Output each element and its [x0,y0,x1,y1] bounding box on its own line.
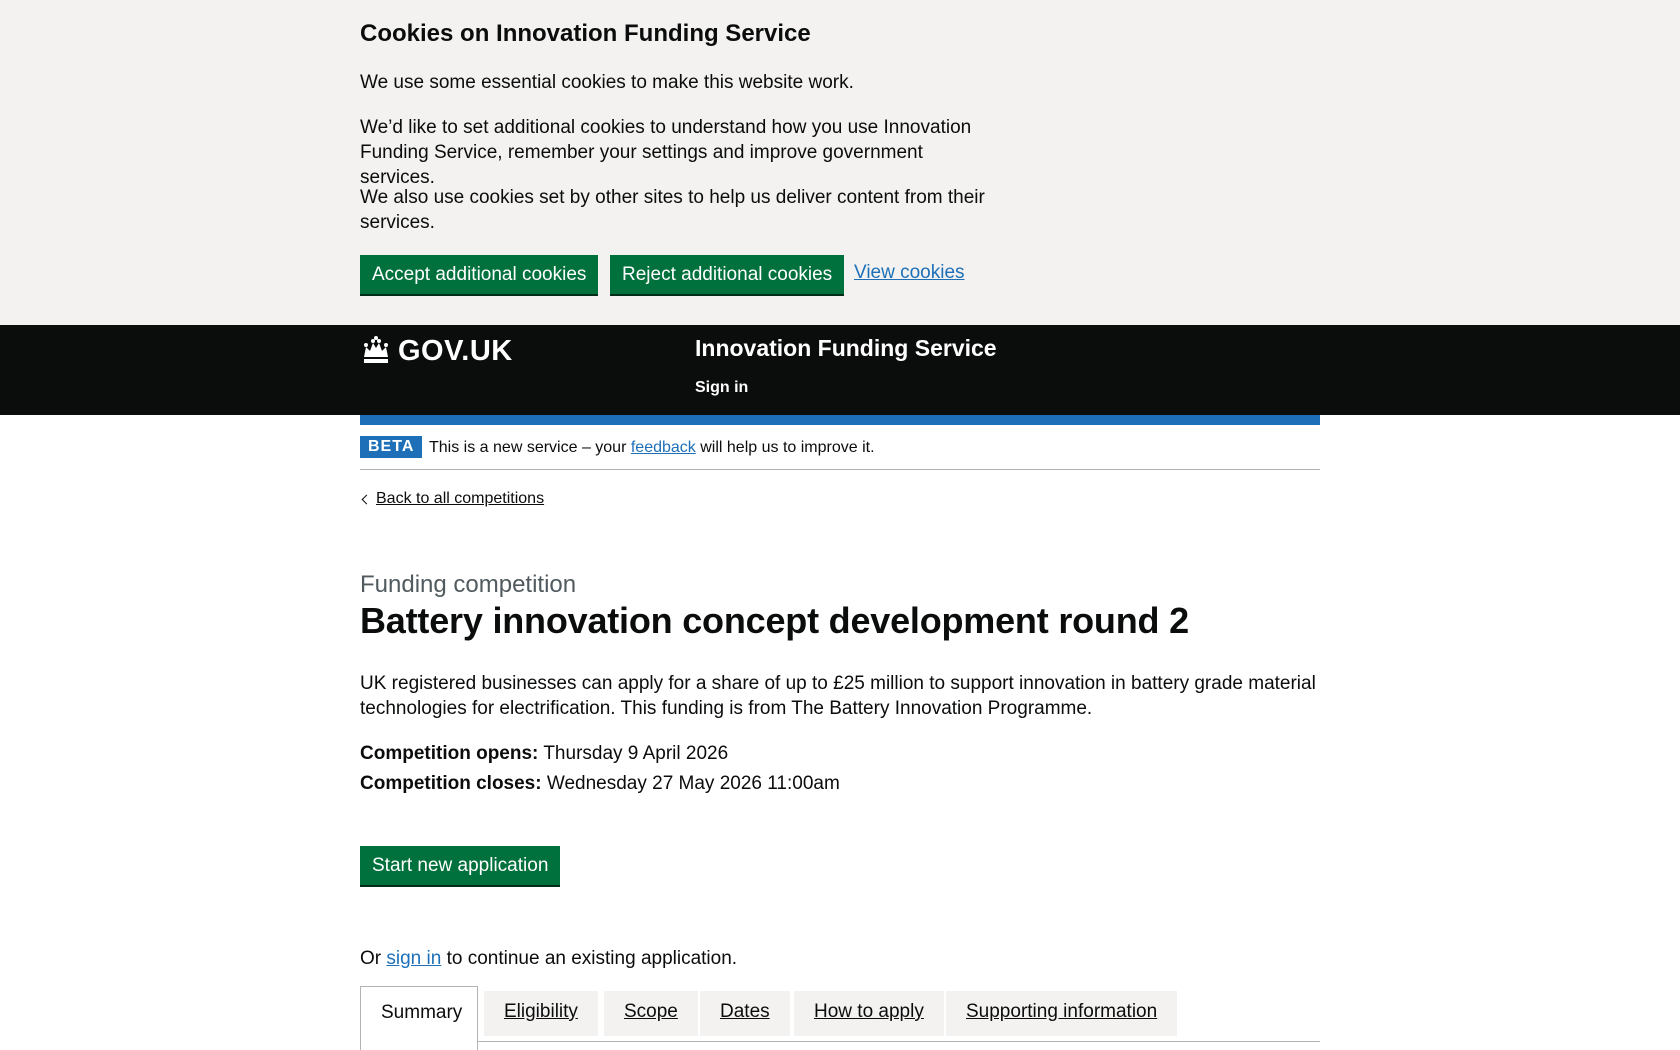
closes-value: Wednesday 27 May 2026 11:00am [541,773,840,794]
header-blue-bar [360,415,1320,425]
back-link[interactable] [360,490,544,508]
competition-closes [360,771,840,796]
back-link-text[interactable]: Back to all competitions [376,490,545,507]
phase-banner-text [429,439,875,457]
page-title: Battery innovation concept development round 2 [360,600,1189,641]
view-cookies-link[interactable]: View cookies [854,262,965,283]
phase-banner [360,425,1320,470]
tab-eligibility[interactable]: Eligibility [484,991,598,1036]
service-name[interactable]: Innovation Funding Service [695,335,997,361]
govuk-logo-text: GOV.UK [398,334,513,367]
chevron-left-icon [362,494,372,504]
competition-summary: UK registered businesses can apply for a share of up to £25 million to support innovation in battery grade material technologies for electrification. This funding is from The Battery Innovation Programme. [360,673,1316,719]
page-caption: Funding competition [360,571,577,598]
sign-in-prompt [360,946,737,971]
competition-opens [360,741,728,766]
phase-text-before: This is a new service – your [429,439,631,456]
opens-value: Thursday 9 April 2026 [538,743,729,764]
tab-scope[interactable]: Scope [604,991,698,1036]
header-sign-in-link[interactable]: Sign in [695,379,749,396]
start-new-application-button[interactable]: Start new application [360,846,560,885]
competition-tabs [360,986,1320,1050]
beta-tag: BETA [360,436,422,458]
feedback-link[interactable]: feedback [630,439,696,456]
sign-in-link[interactable]: sign in [386,948,442,969]
site-header [0,325,1680,415]
cookie-banner-title: Cookies on Innovation Funding Service [360,20,811,47]
tab-dates[interactable]: Dates [700,991,790,1036]
cookie-banner [0,0,1680,325]
opens-label: Competition opens: [360,743,539,764]
govuk-logo[interactable] [360,333,513,369]
tabs-divider [360,1041,1320,1042]
reject-cookies-button[interactable]: Reject additional cookies [610,255,844,294]
phase-text-after: will help us to improve it. [695,439,875,456]
crown-icon [360,335,392,367]
cookie-text-additional: We’d like to set additional cookies to understand how you use Innovation Funding Service, remember your settings and improve government services. [360,117,972,188]
cookie-text-third-party: We also use cookies set by other sites to help us deliver content from their services. [360,187,985,233]
closes-label: Competition closes: [360,773,542,794]
cookie-text-essential: We use some essential cookies to make this website work. [360,72,854,93]
tab-how-to-apply[interactable]: How to apply [794,991,944,1036]
accept-cookies-button[interactable]: Accept additional cookies [360,255,598,294]
continue-text: to continue an existing application. [441,948,738,969]
tab-summary[interactable]: Summary [360,986,478,1050]
tab-supporting-information[interactable]: Supporting information [946,991,1177,1036]
or-text: Or [360,948,387,969]
